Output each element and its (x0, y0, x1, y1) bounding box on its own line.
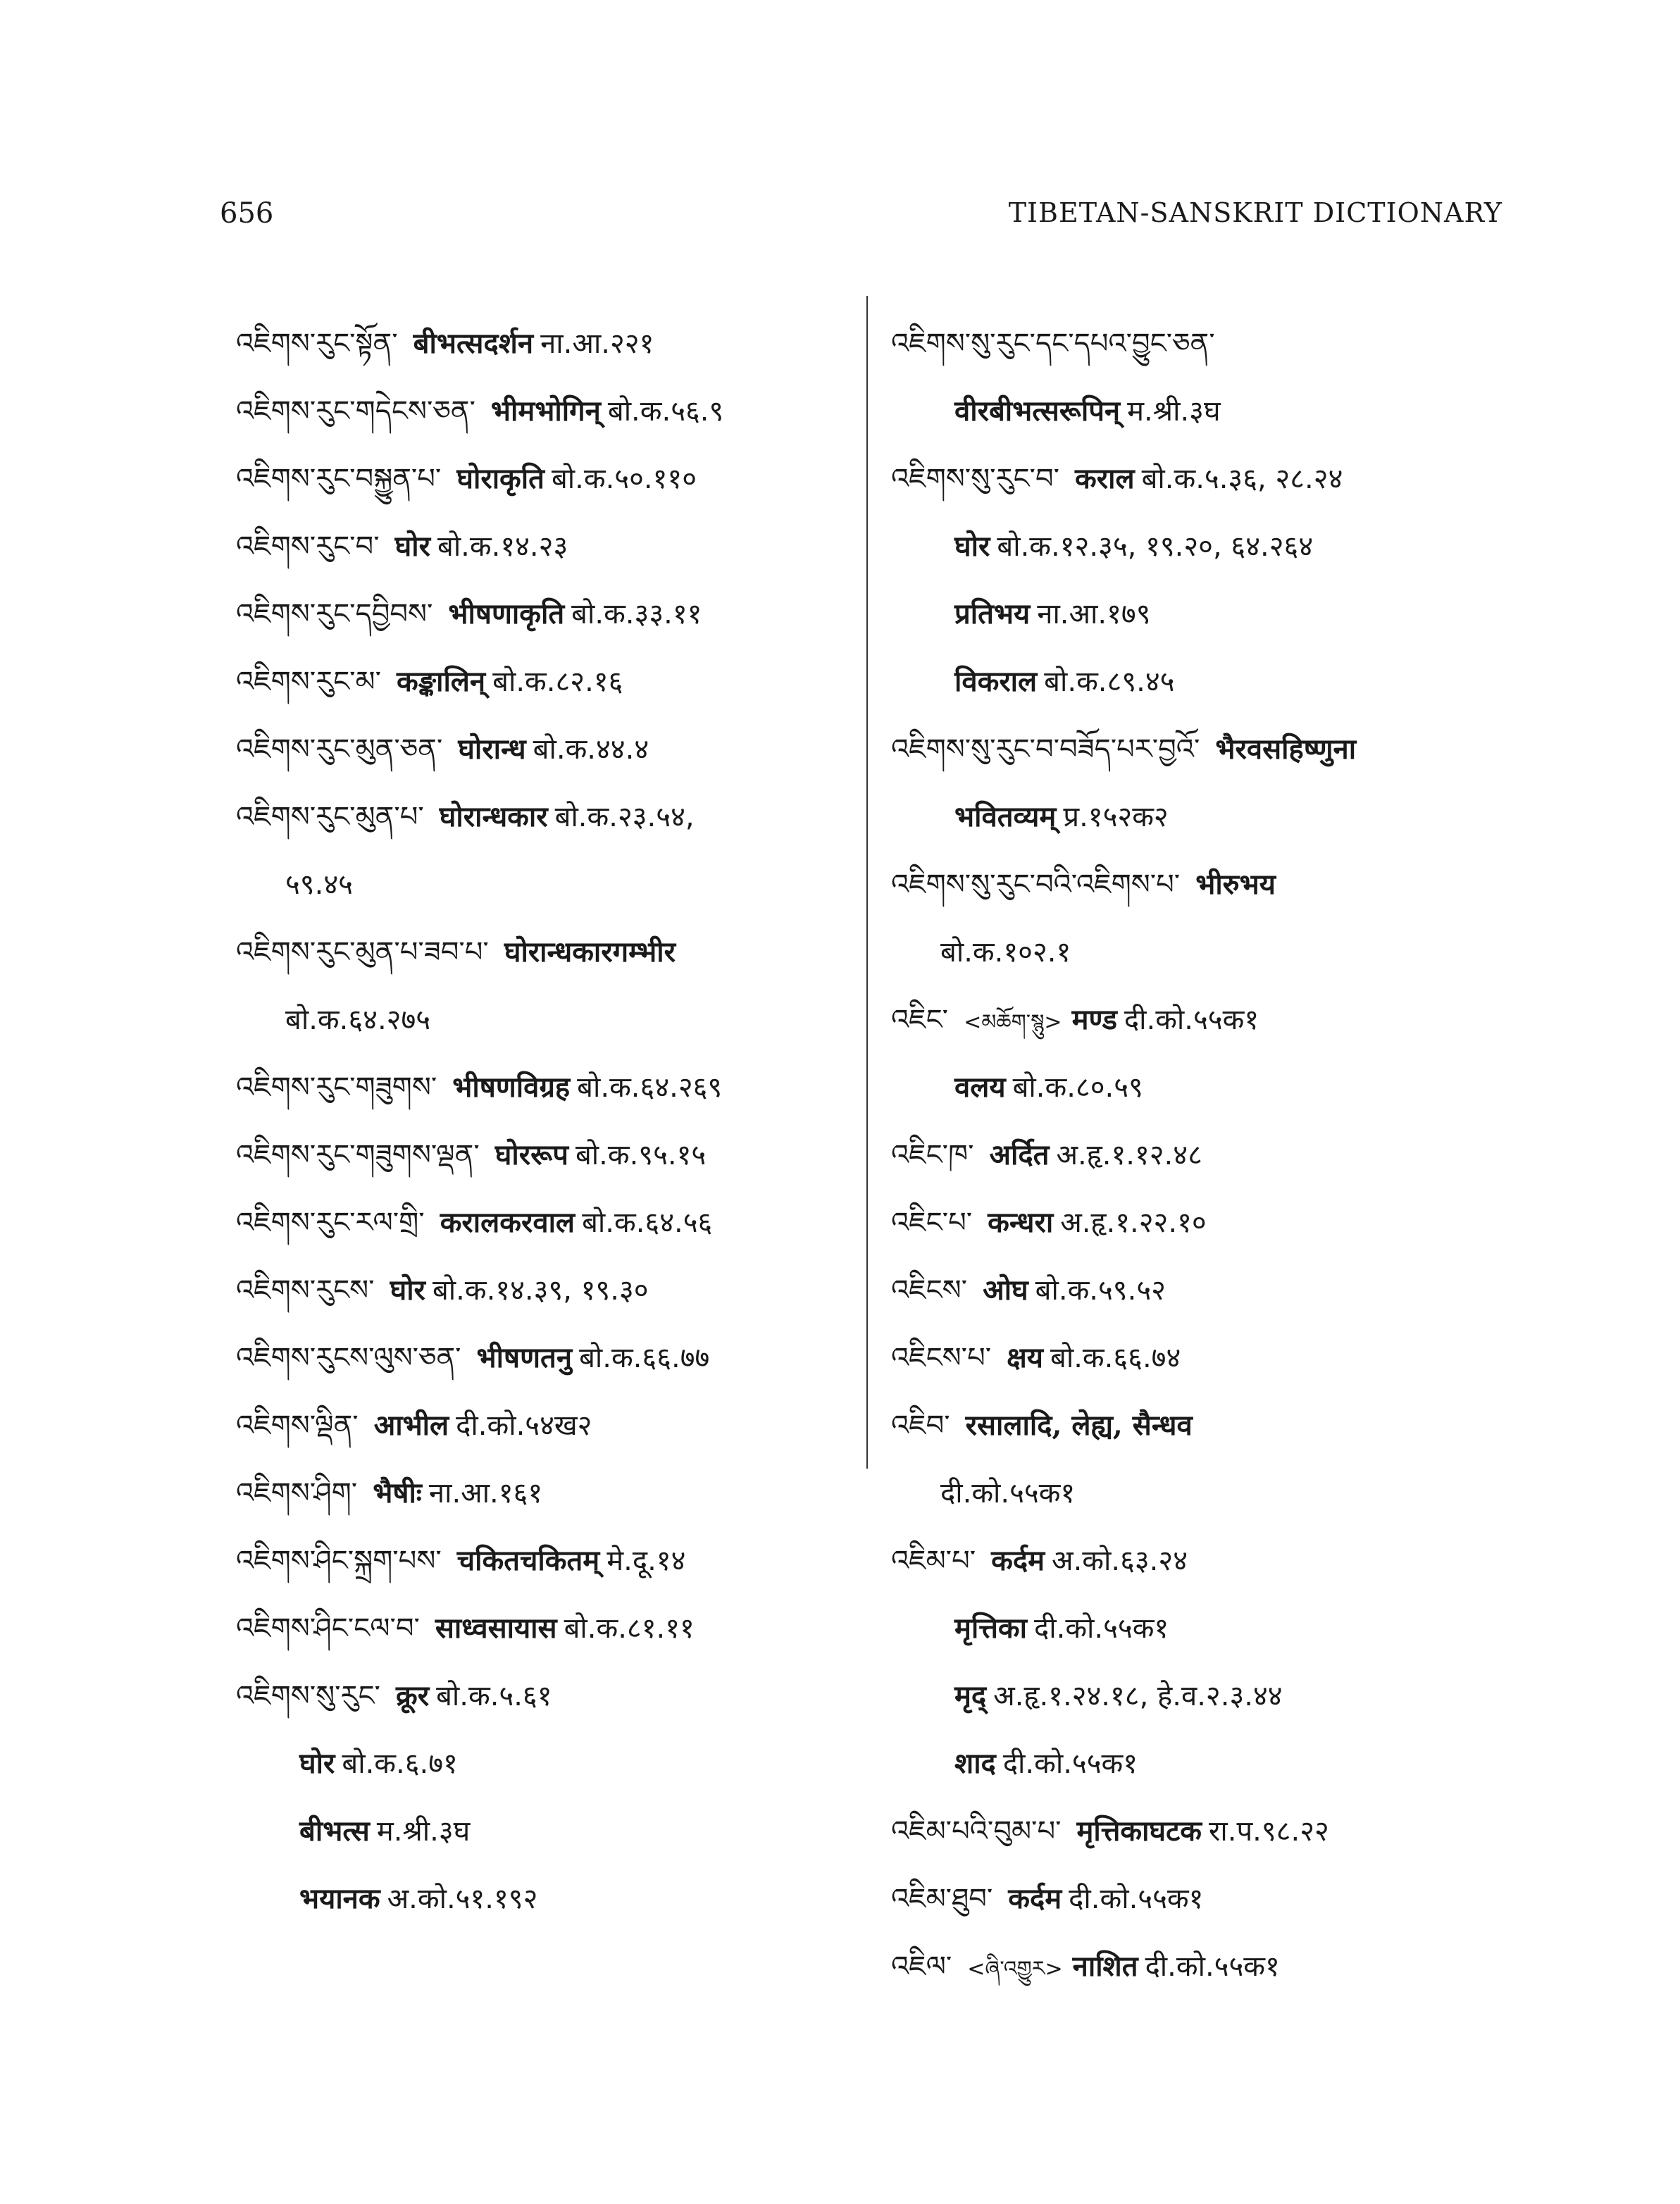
source-reference: मे.दू.१४ (606, 1545, 686, 1577)
source-reference: म.श्री.३घ (1127, 395, 1221, 428)
sanskrit-equivalent: भवितव्यम् (954, 800, 1057, 833)
source-reference: दी.को.५५क१ (940, 1477, 1076, 1509)
source-reference: बो.क.८०.५९ (1012, 1071, 1143, 1104)
dictionary-entry (891, 1257, 1511, 1324)
source-reference: अ.हृ.१.१२.४८ (1056, 1139, 1202, 1171)
source-reference: दी.को.५५क१ (1145, 1950, 1280, 1983)
tibetan-headword: འཇིངས་ (891, 1274, 968, 1307)
source-reference: बो.क.६४.२७५ (285, 1004, 431, 1036)
sanskrit-equivalent: भीमभोगिन् (490, 394, 601, 428)
tibetan-headword: འཇིབ་ (891, 1409, 950, 1442)
dictionary-entry (891, 986, 1511, 1054)
dictionary-entry (891, 1595, 1511, 1662)
dictionary-entry (891, 310, 1511, 378)
dictionary-entry (236, 445, 856, 513)
sanskrit-equivalent: आभील (373, 1409, 449, 1442)
tibetan-headword: འཇིལ་ (891, 1950, 952, 1983)
sanskrit-equivalent: साध्वसायास (435, 1612, 557, 1645)
source-reference: दी.को.५५क१ (1124, 1004, 1259, 1036)
source-reference: बो.क.६६.७४ (1050, 1342, 1181, 1374)
left-column (236, 310, 856, 1933)
dictionary-entry (236, 1798, 856, 1865)
source-reference: अ.को.५१.१९२ (387, 1883, 538, 1915)
tibetan-headword: འཇིགས་རུང་བ་ (236, 530, 380, 563)
source-reference: बो.क.५०.११० (551, 463, 697, 495)
sanskrit-equivalent: घोर (954, 530, 990, 563)
tibetan-headword: འཇིགས་རུང་བསྐྱུན་པ་ (236, 463, 442, 495)
tibetan-headword: འཇིངས་པ་ (891, 1342, 992, 1374)
tibetan-headword: འཇིགས་སུ་རུང་བ་ (891, 463, 1059, 495)
sanskrit-equivalent: कर्दम (991, 1544, 1045, 1577)
entry-note: <མཆོག་སྙུ> (964, 1010, 1062, 1035)
dictionary-entry (236, 378, 856, 445)
tibetan-headword: འཇིང་ཁ་ (891, 1139, 974, 1171)
sanskrit-equivalent: अर्दित (989, 1138, 1050, 1171)
entry-note: <ཞི་འགྱུར> (967, 1957, 1063, 1981)
sanskrit-equivalent: भैषीः (373, 1476, 422, 1509)
dictionary-entry (236, 648, 856, 716)
source-reference: बो.क.५९.५२ (1035, 1274, 1166, 1307)
source-reference: बो.क.२३.५४, (554, 801, 695, 833)
tibetan-headword: འཇིགས་རུང་དབྱིབས་ (236, 598, 433, 630)
source-reference: अ.हृ.१.२४.१८, हे.व.२.३.४४ (993, 1680, 1283, 1712)
sanskrit-equivalent: करालकरवाल (440, 1206, 575, 1239)
dictionary-entry (236, 1392, 856, 1459)
tibetan-headword: འཇིགས་རུང་གདེངས་ཅན་ (236, 395, 475, 428)
tibetan-headword: འཇིགས་རུང་སྟོན་ (236, 328, 398, 360)
sanskrit-equivalent: बीभत्स (299, 1814, 370, 1848)
source-reference: बो.क.१४.३९, १९.३० (432, 1274, 649, 1307)
dictionary-entry (891, 1121, 1511, 1189)
source-reference: बो.क.६६.७७ (579, 1342, 710, 1374)
dictionary-entry (236, 919, 856, 986)
source-reference: दी.को.५५क१ (1069, 1883, 1204, 1915)
tibetan-headword: འཇིམ་པའི་བུམ་པ་ (891, 1815, 1062, 1848)
source-reference: ना.आ.१७९ (1037, 598, 1151, 630)
dictionary-entry (236, 1730, 856, 1798)
dictionary-entry (236, 513, 856, 580)
sanskrit-equivalent: घोर (390, 1274, 425, 1307)
source-reference: रा.प.९८.२२ (1209, 1815, 1329, 1848)
sanskrit-equivalent: घोर (299, 1747, 335, 1780)
dictionary-entry (891, 1054, 1511, 1121)
sanskrit-equivalent: घोरान्धकारगम्भीर (504, 935, 676, 969)
sanskrit-equivalent: ओघ (983, 1274, 1028, 1307)
tibetan-headword: འཇིགས་སུ་རུང་ (236, 1680, 380, 1712)
dictionary-entry (891, 1933, 1511, 2000)
tibetan-headword: འཇིགས་རུངས་ (236, 1274, 375, 1307)
running-head: TIBETAN-SANSKRIT DICTIONARY (1008, 197, 1502, 228)
source-reference: बो.क.३३.११ (571, 598, 702, 630)
dictionary-entry (891, 783, 1511, 851)
tibetan-headword: འཇིགས་རུང་མུན་པ་ (236, 801, 424, 833)
tibetan-headword: འཇིང་པ་ (891, 1207, 973, 1239)
sanskrit-equivalent: वीरबीभत्सरूपिन् (954, 394, 1121, 428)
dictionary-entry (891, 919, 1511, 986)
dictionary-entry (236, 1189, 856, 1257)
tibetan-headword: འཇིམ་ཐུབ་ (891, 1883, 993, 1915)
dictionary-entry (236, 1324, 856, 1392)
dictionary-entry (236, 1121, 856, 1189)
sanskrit-equivalent: भीषणाकृति (448, 597, 565, 630)
source-reference: बो.क.८२.१६ (492, 666, 623, 698)
sanskrit-equivalent: घोराकृति (456, 462, 545, 495)
tibetan-headword: འཇིགས་ཤིག་ (236, 1477, 358, 1509)
source-reference: दी.को.५५क१ (1034, 1612, 1169, 1645)
source-reference: बो.क.५६.९ (607, 395, 724, 428)
source-reference: ना.आ.२२१ (540, 328, 654, 360)
source-reference: बो.क.६४.५६ (582, 1207, 713, 1239)
sanskrit-equivalent: घोररूप (494, 1138, 568, 1171)
dictionary-entry (236, 1054, 856, 1121)
source-reference: दी.को.५४ख२ (456, 1409, 592, 1442)
sanskrit-equivalent: मृत्तिकाघटक (1076, 1814, 1202, 1848)
sanskrit-equivalent: नाशित (1072, 1950, 1138, 1983)
dictionary-entry (891, 1798, 1511, 1865)
dictionary-entry (891, 513, 1511, 580)
source-reference: बो.क.१२.३५, १९.२०, ६४.२६४ (997, 530, 1314, 563)
tibetan-headword: འཇིགས་རུང་མུན་པ་ཟབ་པ་ (236, 936, 489, 969)
dictionary-entry (236, 986, 856, 1054)
page-number: 656 (220, 197, 274, 230)
sanskrit-equivalent: बीभत्सदर्शन (413, 327, 534, 360)
dictionary-entry (891, 378, 1511, 445)
dictionary-entry (891, 1324, 1511, 1392)
sanskrit-equivalent: कन्धरा (988, 1206, 1054, 1239)
sanskrit-equivalent: कङ्कालिन् (397, 665, 486, 698)
source-reference: बो.क.१४.२३ (437, 530, 568, 563)
sanskrit-equivalent: मृद् (954, 1679, 987, 1712)
sanskrit-equivalent: चकितचकितम् (456, 1544, 600, 1577)
tibetan-headword: འཇིང་ (891, 1004, 949, 1036)
sanskrit-equivalent: विकराल (954, 665, 1038, 698)
source-reference: दी.को.५५क१ (1002, 1748, 1138, 1780)
sanskrit-equivalent: प्रतिभय (954, 597, 1031, 630)
source-reference: प्र.१५२क२ (1063, 801, 1169, 833)
sanskrit-equivalent: शाद (954, 1747, 996, 1780)
source-reference: अ.को.६३.२४ (1052, 1545, 1188, 1577)
dictionary-entry (891, 445, 1511, 513)
source-reference: बो.क.८९.४५ (1044, 666, 1175, 698)
dictionary-entry (891, 1392, 1511, 1459)
source-reference: ५९.४५ (285, 868, 353, 901)
tibetan-headword: འཇིགས་རུང་མུན་ཅན་ (236, 733, 443, 766)
source-reference: अ.हृ.१.२२.१० (1060, 1207, 1207, 1239)
dictionary-entry (891, 1662, 1511, 1730)
source-reference: बो.क.४४.४ (533, 733, 649, 766)
source-reference: बो.क.९५.१५ (575, 1139, 707, 1171)
dictionary-entry (236, 716, 856, 783)
sanskrit-equivalent: रसालादि, लेह्य, सैन्धव (965, 1409, 1193, 1442)
sanskrit-equivalent: क्रूर (395, 1679, 430, 1712)
sanskrit-equivalent: भयानक (299, 1882, 380, 1915)
dictionary-entry (891, 716, 1511, 783)
dictionary-entry (236, 783, 856, 851)
source-reference: बो.क.६.७१ (342, 1748, 458, 1780)
dictionary-entry (891, 1527, 1511, 1595)
tibetan-headword: འཇིགས་སུ་རུང་དང་དཔའ་བྱུང་ཅན་ (891, 328, 1215, 360)
sanskrit-equivalent: घोरान्ध (458, 733, 526, 766)
dictionary-entry (891, 648, 1511, 716)
dictionary-entry (236, 851, 856, 919)
sanskrit-equivalent: भैरवसहिष्णुना (1215, 733, 1357, 766)
sanskrit-equivalent: भीषणविग्रह (452, 1071, 571, 1104)
source-reference: बो.क.६४.२६९ (577, 1071, 723, 1104)
source-reference: म.श्री.३घ (376, 1815, 471, 1848)
dictionary-entry (891, 1459, 1511, 1527)
source-reference: बो.क.५.३६, २८.२४ (1141, 463, 1343, 495)
column-divider (866, 296, 868, 1469)
tibetan-headword: འཇིགས་ཤིང་སྐྲག་པས་ (236, 1545, 442, 1577)
tibetan-headword: འཇིགས་རུངས་ལུས་ཅན་ (236, 1342, 461, 1374)
tibetan-headword: འཇིགས་སུ་རུང་བ་བཟོད་པར་བྱའོ་ (891, 733, 1200, 766)
sanskrit-equivalent: भीरुभय (1195, 868, 1276, 901)
source-reference: बो.क.८१.११ (564, 1612, 695, 1645)
sanskrit-equivalent: घोरान्धकार (439, 800, 548, 833)
sanskrit-equivalent: मण्ड (1071, 1003, 1117, 1036)
tibetan-headword: འཇིགས་ཤིང་ངལ་བ་ (236, 1612, 420, 1645)
dictionary-entry (236, 580, 856, 648)
sanskrit-equivalent: भीषणतनु (476, 1341, 573, 1374)
dictionary-entry (891, 580, 1511, 648)
sanskrit-equivalent: कराल (1075, 462, 1135, 495)
dictionary-entry (236, 310, 856, 378)
sanskrit-equivalent: मृत्तिका (954, 1612, 1027, 1645)
sanskrit-equivalent: वलय (954, 1071, 1006, 1104)
tibetan-headword: འཇིགས་རུང་མ་ (236, 666, 382, 698)
tibetan-headword: འཇིགས་རུང་རལ་གྲི་ (236, 1207, 425, 1239)
tibetan-headword: འཇིམ་པ་ (891, 1545, 976, 1577)
dictionary-entry (236, 1257, 856, 1324)
tibetan-headword: འཇིགས་ལྡིན་ (236, 1409, 359, 1442)
dictionary-entry (236, 1595, 856, 1662)
tibetan-headword: འཇིགས་རུང་གཟུགས་ལྡན་ (236, 1139, 480, 1171)
dictionary-entry (891, 851, 1511, 919)
sanskrit-equivalent: क्षय (1007, 1341, 1044, 1374)
dictionary-entry (891, 1730, 1511, 1798)
dictionary-entry (236, 1459, 856, 1527)
sanskrit-equivalent: कर्दम (1008, 1882, 1062, 1915)
sanskrit-equivalent: घोर (394, 530, 430, 563)
right-column (891, 310, 1511, 2000)
tibetan-headword: འཇིགས་སུ་རུང་བའི་འཇིགས་པ་ (891, 868, 1181, 901)
source-reference: बो.क.१०२.१ (940, 936, 1071, 969)
dictionary-entry (236, 1865, 856, 1933)
dictionary-entry (891, 1189, 1511, 1257)
dictionary-entry (236, 1662, 856, 1730)
dictionary-entry (236, 1527, 856, 1595)
source-reference: ना.आ.१६१ (428, 1477, 543, 1509)
dictionary-entry (891, 1865, 1511, 1933)
source-reference: बो.क.५.६१ (436, 1680, 552, 1712)
tibetan-headword: འཇིགས་རུང་གཟུགས་ (236, 1071, 437, 1104)
